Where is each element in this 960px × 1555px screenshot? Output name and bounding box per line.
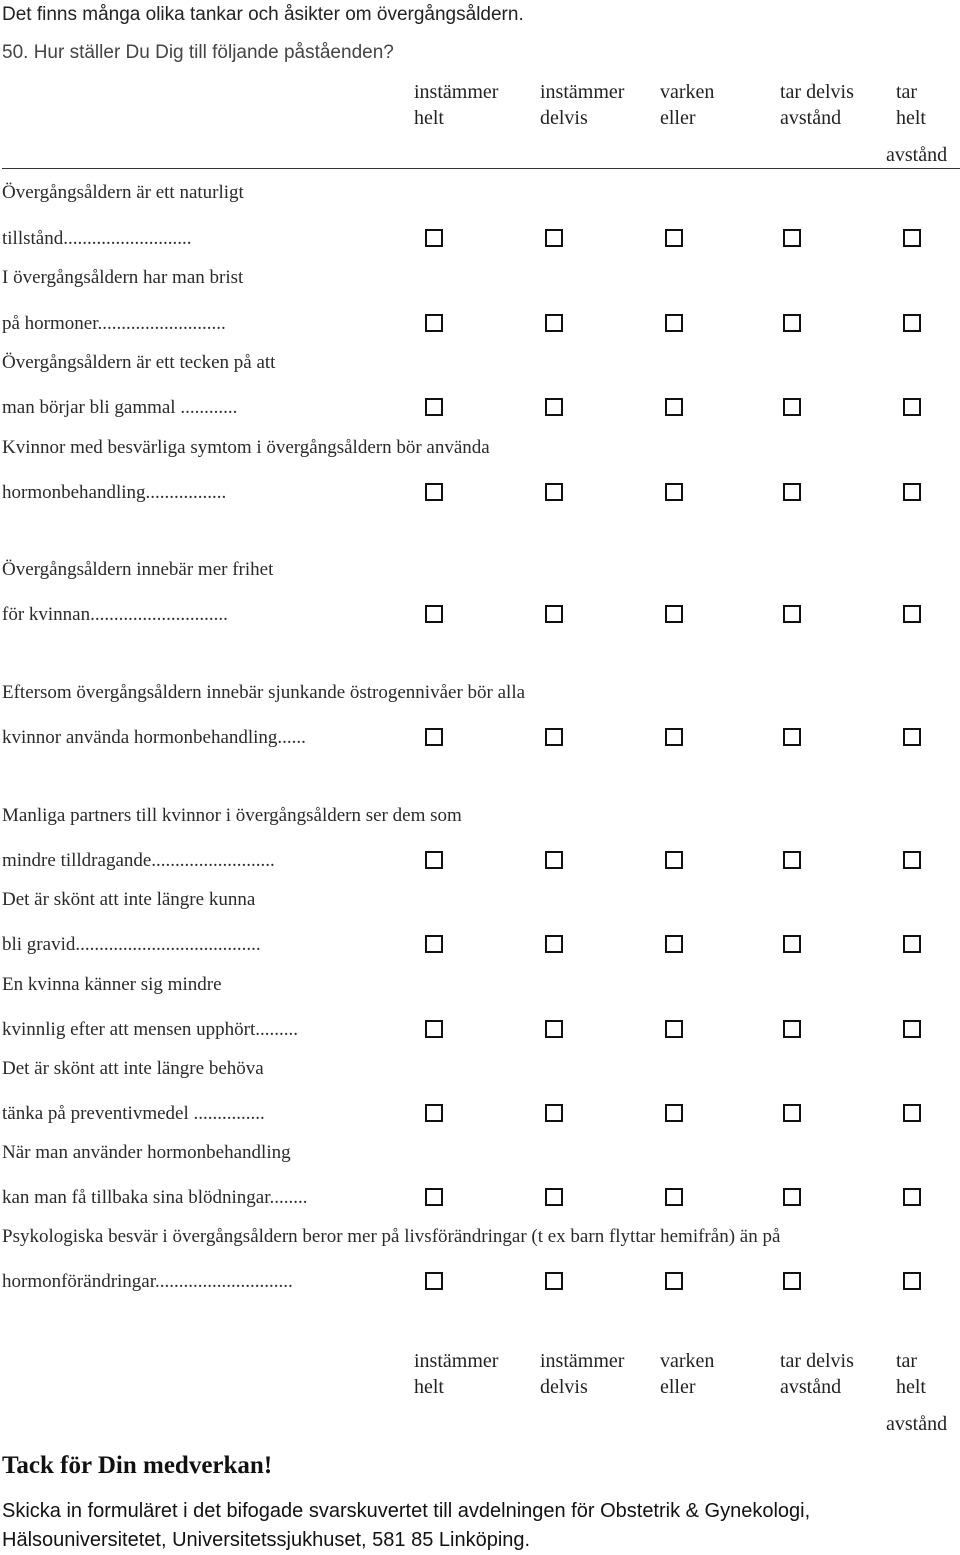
- statement-text: I övergångsåldern har man brist: [2, 267, 244, 288]
- answer-checkbox-1[interactable]: [425, 229, 443, 247]
- answer-checkbox-4[interactable]: [783, 605, 801, 623]
- answer-checkbox-1[interactable]: [425, 1020, 443, 1038]
- statement-text-continued: man börjar bli gammal ............: [2, 397, 238, 418]
- answer-checkbox-5[interactable]: [903, 851, 921, 869]
- column-label-line2: delvis: [540, 1376, 588, 1398]
- header-bottom-col-5-line3: avstånd: [886, 1413, 948, 1435]
- footer-line-1: Skicka in formuläret i det bifogade svarskuvertet till avdelningen för Obstetrik & Gynekologi,: [2, 1500, 811, 1522]
- header-top-col-4: [780, 79, 854, 131]
- answer-checkbox-5[interactable]: [903, 229, 921, 247]
- statement-text-continued: mindre tilldragande..........................: [2, 850, 275, 871]
- answer-checkbox-3[interactable]: [665, 314, 683, 332]
- answer-checkbox-4[interactable]: [783, 1188, 801, 1206]
- column-label-line2: eller: [660, 107, 696, 129]
- header-bottom-col-1: [414, 1348, 498, 1400]
- statement-text-continued: för kvinnan.............................: [2, 604, 228, 625]
- header-top-col-5: [896, 79, 926, 131]
- answer-checkbox-2[interactable]: [545, 1188, 563, 1206]
- column-label-line2: helt: [414, 107, 444, 129]
- answer-checkbox-5[interactable]: [903, 935, 921, 953]
- column-label-line2: avstånd: [780, 1376, 842, 1398]
- answer-checkbox-4[interactable]: [783, 728, 801, 746]
- header-bottom-col-2: [540, 1348, 624, 1400]
- answer-checkbox-2[interactable]: [545, 728, 563, 746]
- answer-checkbox-2[interactable]: [545, 398, 563, 416]
- column-label-line1: instämmer: [414, 1350, 499, 1372]
- answer-checkbox-3[interactable]: [665, 1272, 683, 1290]
- statement-text: Övergångsåldern innebär mer frihet: [2, 559, 274, 580]
- statement-text-continued: tillstånd...........................: [2, 228, 192, 249]
- statement-text: Psykologiska besvär i övergångsåldern beror mer på livsförändringar (t ex barn flyttar hemifrån) än på: [2, 1226, 781, 1247]
- column-label-line1: varken: [660, 1350, 715, 1372]
- statement-text: Det är skönt att inte längre behöva: [2, 1058, 264, 1079]
- answer-checkbox-3[interactable]: [665, 605, 683, 623]
- answer-checkbox-4[interactable]: [783, 935, 801, 953]
- answer-checkbox-4[interactable]: [783, 1020, 801, 1038]
- column-label-line2: avstånd: [780, 107, 842, 129]
- statement-text-continued: kvinnor använda hormonbehandling......: [2, 727, 306, 748]
- column-label-line2: helt: [896, 1376, 926, 1398]
- answer-checkbox-5[interactable]: [903, 1020, 921, 1038]
- answer-checkbox-5[interactable]: [903, 314, 921, 332]
- answer-checkbox-3[interactable]: [665, 1104, 683, 1122]
- intro-text: Det finns många olika tankar och åsikter om övergångsåldern.: [2, 4, 524, 25]
- header-bottom-col-4: [780, 1348, 854, 1400]
- answer-checkbox-2[interactable]: [545, 229, 563, 247]
- answer-checkbox-1[interactable]: [425, 1188, 443, 1206]
- answer-checkbox-3[interactable]: [665, 935, 683, 953]
- statement-text-continued: kan man få tillbaka sina blödningar........: [2, 1187, 308, 1208]
- statement-text: Eftersom övergångsåldern innebär sjunkande östrogennivåer bör alla: [2, 682, 526, 703]
- column-label-line2: eller: [660, 1376, 696, 1398]
- header-divider: [2, 168, 960, 169]
- column-label-line2: helt: [896, 107, 926, 129]
- thanks-heading: Tack för Din medverkan!: [2, 1452, 273, 1479]
- answer-checkbox-2[interactable]: [545, 483, 563, 501]
- statement-text-continued: tänka på preventivmedel ...............: [2, 1103, 265, 1124]
- answer-checkbox-2[interactable]: [545, 605, 563, 623]
- column-label-line1: instämmer: [540, 81, 625, 103]
- answer-checkbox-4[interactable]: [783, 398, 801, 416]
- answer-checkbox-2[interactable]: [545, 1272, 563, 1290]
- answer-checkbox-5[interactable]: [903, 398, 921, 416]
- header-top-col-1: [414, 79, 498, 131]
- statement-text: Manliga partners till kvinnor i övergångsåldern ser dem som: [2, 805, 462, 826]
- answer-checkbox-1[interactable]: [425, 398, 443, 416]
- answer-checkbox-2[interactable]: [545, 1020, 563, 1038]
- answer-checkbox-5[interactable]: [903, 1272, 921, 1290]
- answer-checkbox-3[interactable]: [665, 728, 683, 746]
- header-top-col-2: [540, 79, 624, 131]
- answer-checkbox-5[interactable]: [903, 1188, 921, 1206]
- answer-checkbox-3[interactable]: [665, 483, 683, 501]
- statement-text: När man använder hormonbehandling: [2, 1142, 291, 1163]
- column-label-line2: delvis: [540, 107, 588, 129]
- answer-checkbox-1[interactable]: [425, 1272, 443, 1290]
- answer-checkbox-1[interactable]: [425, 483, 443, 501]
- header-bottom-col-3: [660, 1348, 714, 1400]
- answer-checkbox-2[interactable]: [545, 935, 563, 953]
- answer-checkbox-4[interactable]: [783, 483, 801, 501]
- statement-text: Det är skönt att inte längre kunna: [2, 889, 256, 910]
- header-top-col-3: [660, 79, 714, 131]
- answer-checkbox-1[interactable]: [425, 314, 443, 332]
- answer-checkbox-5[interactable]: [903, 483, 921, 501]
- answer-checkbox-1[interactable]: [425, 728, 443, 746]
- column-label-line1: tar: [896, 1350, 918, 1372]
- answer-checkbox-2[interactable]: [545, 851, 563, 869]
- column-label-line1: tar delvis: [780, 81, 854, 103]
- answer-checkbox-3[interactable]: [665, 851, 683, 869]
- footer-line-2: Hälsouniversitetet, Universitetssjukhuset, 581 85 Linköping.: [2, 1529, 531, 1551]
- statement-text-continued: kvinnlig efter att mensen upphört.........: [2, 1019, 299, 1040]
- column-label-line1: instämmer: [414, 81, 499, 103]
- statement-text: Övergångsåldern är ett tecken på att: [2, 352, 276, 373]
- header-top-col-5-line3: avstånd: [886, 144, 948, 166]
- statement-text-continued: hormonförändringar.............................: [2, 1271, 293, 1292]
- answer-checkbox-4[interactable]: [783, 1272, 801, 1290]
- header-bottom-col-5: [896, 1348, 926, 1400]
- answer-checkbox-5[interactable]: [903, 605, 921, 623]
- answer-checkbox-4[interactable]: [783, 229, 801, 247]
- answer-checkbox-5[interactable]: [903, 1104, 921, 1122]
- answer-checkbox-4[interactable]: [783, 1104, 801, 1122]
- statement-text-continued: hormonbehandling.................: [2, 482, 227, 503]
- answer-checkbox-3[interactable]: [665, 229, 683, 247]
- column-label-line1: tar: [896, 81, 918, 103]
- answer-checkbox-2[interactable]: [545, 1104, 563, 1122]
- statement-text-continued: på hormoner...........................: [2, 313, 226, 334]
- answer-checkbox-1[interactable]: [425, 1104, 443, 1122]
- statement-text: Övergångsåldern är ett naturligt: [2, 182, 244, 203]
- answer-checkbox-2[interactable]: [545, 314, 563, 332]
- answer-checkbox-4[interactable]: [783, 851, 801, 869]
- column-label-line1: instämmer: [540, 1350, 625, 1372]
- answer-checkbox-1[interactable]: [425, 851, 443, 869]
- answer-checkbox-3[interactable]: [665, 1188, 683, 1206]
- column-label-line1: varken: [660, 81, 715, 103]
- statement-text: En kvinna känner sig mindre: [2, 974, 222, 995]
- answer-checkbox-3[interactable]: [665, 398, 683, 416]
- statement-text: Kvinnor med besvärliga symtom i övergångsåldern bör använda: [2, 437, 490, 458]
- answer-checkbox-1[interactable]: [425, 605, 443, 623]
- statement-text-continued: bli gravid.......................................: [2, 934, 261, 955]
- answer-checkbox-3[interactable]: [665, 1020, 683, 1038]
- answer-checkbox-4[interactable]: [783, 314, 801, 332]
- answer-checkbox-5[interactable]: [903, 728, 921, 746]
- column-label-line1: tar delvis: [780, 1350, 854, 1372]
- question-title: 50. Hur ställer Du Dig till följande påståenden?: [2, 42, 394, 63]
- column-label-line2: helt: [414, 1376, 444, 1398]
- answer-checkbox-1[interactable]: [425, 935, 443, 953]
